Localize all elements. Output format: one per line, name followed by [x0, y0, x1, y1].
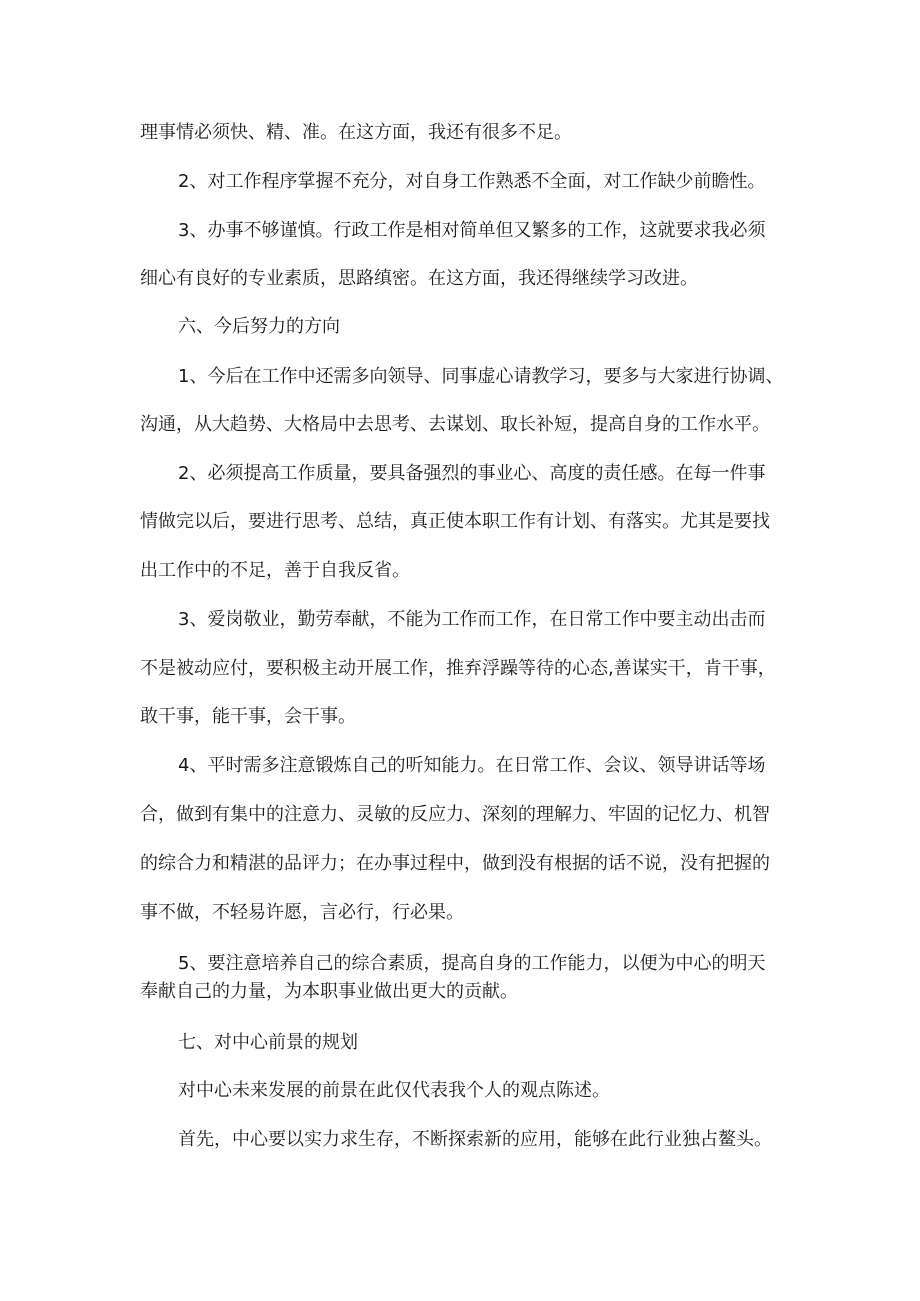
text-line: 3、办事不够谨慎。行政工作是相对简单但又繁多的工作，这就要求我必须 [178, 220, 766, 241]
text-line: 首先，中心要以实力求生存，不断探索新的应用，能够在此行业独占鳌头。 [178, 1129, 772, 1150]
section-heading: 六、今后努力的方向 [178, 316, 340, 337]
text-line: 对中心未来发展的前景在此仅代表我个人的观点陈述。 [178, 1080, 610, 1101]
section-heading: 七、对中心前景的规划 [178, 1032, 358, 1053]
text-line: 沟通，从大趋势、大格局中去思考、去谋划、取长补短，提高自身的工作水平。 [140, 414, 770, 435]
text-line: 理事情必须快、精、准。在这方面，我还有很多不足。 [140, 122, 572, 143]
text-line: 的综合力和精湛的品评力；在办事过程中，做到没有根据的话不说，没有把握的 [140, 853, 770, 874]
text-line: 3、爱岗敬业，勤劳奉献，不能为工作而工作，在日常工作中要主动出击而 [178, 609, 766, 630]
text-line: 2、对工作程序掌握不充分，对自身工作熟悉不全面，对工作缺少前瞻性。 [178, 171, 766, 192]
text-line: 4、平时需多注意锻炼自己的听知能力。在日常工作、会议、领导讲话等场 [178, 755, 766, 776]
text-line: 细心有良好的专业素质，思路缜密。在这方面，我还得继续学习改进。 [140, 268, 698, 289]
text-line: 事不做，不轻易许愿，言必行，行必果。 [140, 902, 464, 923]
text-line: 5、要注意培养自己的综合素质，提高自身的工作能力，以便为中心的明天 [178, 953, 766, 974]
text-line: 2、必须提高工作质量，要具备强烈的事业心、高度的责任感。在每一件事 [178, 463, 766, 484]
text-line: 敢干事，能干事，会干事。 [140, 706, 356, 727]
text-line: 奉献自己的力量，为本职事业做出更大的贡献。 [140, 981, 518, 1002]
text-line: 情做完以后，要进行思考、总结，真正使本职工作有计划、有落实。尤其是要找 [140, 511, 770, 532]
text-line: 合，做到有集中的注意力、灵敏的反应力、深刻的理解力、牢固的记忆力、机智 [140, 804, 770, 825]
text-line: 不是被动应付，要积极主动开展工作，推弃浮躁等待的心态,善谋实干，肯干事， [140, 658, 776, 679]
text-line: 1、今后在工作中还需多向领导、同事虚心请教学习，要多与大家进行协调、 [178, 366, 784, 387]
text-line: 出工作中的不足，善于自我反省。 [140, 560, 410, 581]
